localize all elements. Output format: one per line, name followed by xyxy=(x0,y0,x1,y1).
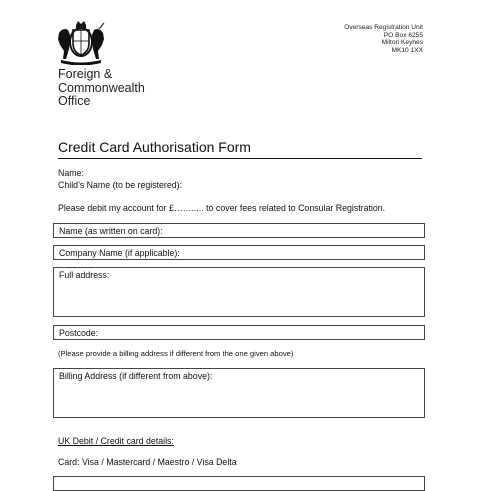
address-line: PO Box 6255 xyxy=(383,31,423,39)
next-field-partial[interactable] xyxy=(53,476,425,491)
org-name-line: Commonwealth xyxy=(58,80,145,95)
royal-coat-of-arms-icon xyxy=(55,19,107,65)
address-line: Milton Keynes xyxy=(381,39,423,47)
full-address-label: Full address: xyxy=(59,270,110,280)
postcode-field[interactable] xyxy=(53,325,425,340)
name-on-card-label: Name (as written on card): xyxy=(59,226,163,236)
debit-statement: Please debit my account for £……..... to cover fees related to Consular Registration. xyxy=(58,203,386,213)
billing-address-label: Billing Address (if different from above): xyxy=(59,371,213,381)
title-divider xyxy=(58,158,422,159)
full-address-field[interactable] xyxy=(53,267,425,317)
address-line: MK10 1XX xyxy=(391,46,423,54)
card-section-heading: UK Debit / Credit card details: xyxy=(58,436,174,446)
company-name-label: Company Name (if applicable): xyxy=(59,248,180,258)
name-label: Name: xyxy=(58,168,84,178)
org-name-line: Foreign & xyxy=(58,67,113,81)
child-name-label: Child’s Name (to be registered): xyxy=(58,180,183,190)
billing-address-field[interactable] xyxy=(53,368,425,418)
address-line: Overseas Registration Unit xyxy=(344,24,423,31)
company-name-field[interactable] xyxy=(53,245,425,260)
card-types: Card: Visa / Mastercard / Maestro / Visa Delta xyxy=(58,457,237,467)
organisation-name xyxy=(58,68,145,109)
org-name-line: Office xyxy=(58,94,91,108)
name-on-card-field[interactable] xyxy=(53,223,425,238)
return-address xyxy=(344,24,423,54)
billing-note: (Please provide a billing address if different from the one given above) xyxy=(58,349,294,358)
postcode-label: Postcode: xyxy=(59,328,99,338)
form-title: Credit Card Authorisation Form xyxy=(58,139,251,155)
